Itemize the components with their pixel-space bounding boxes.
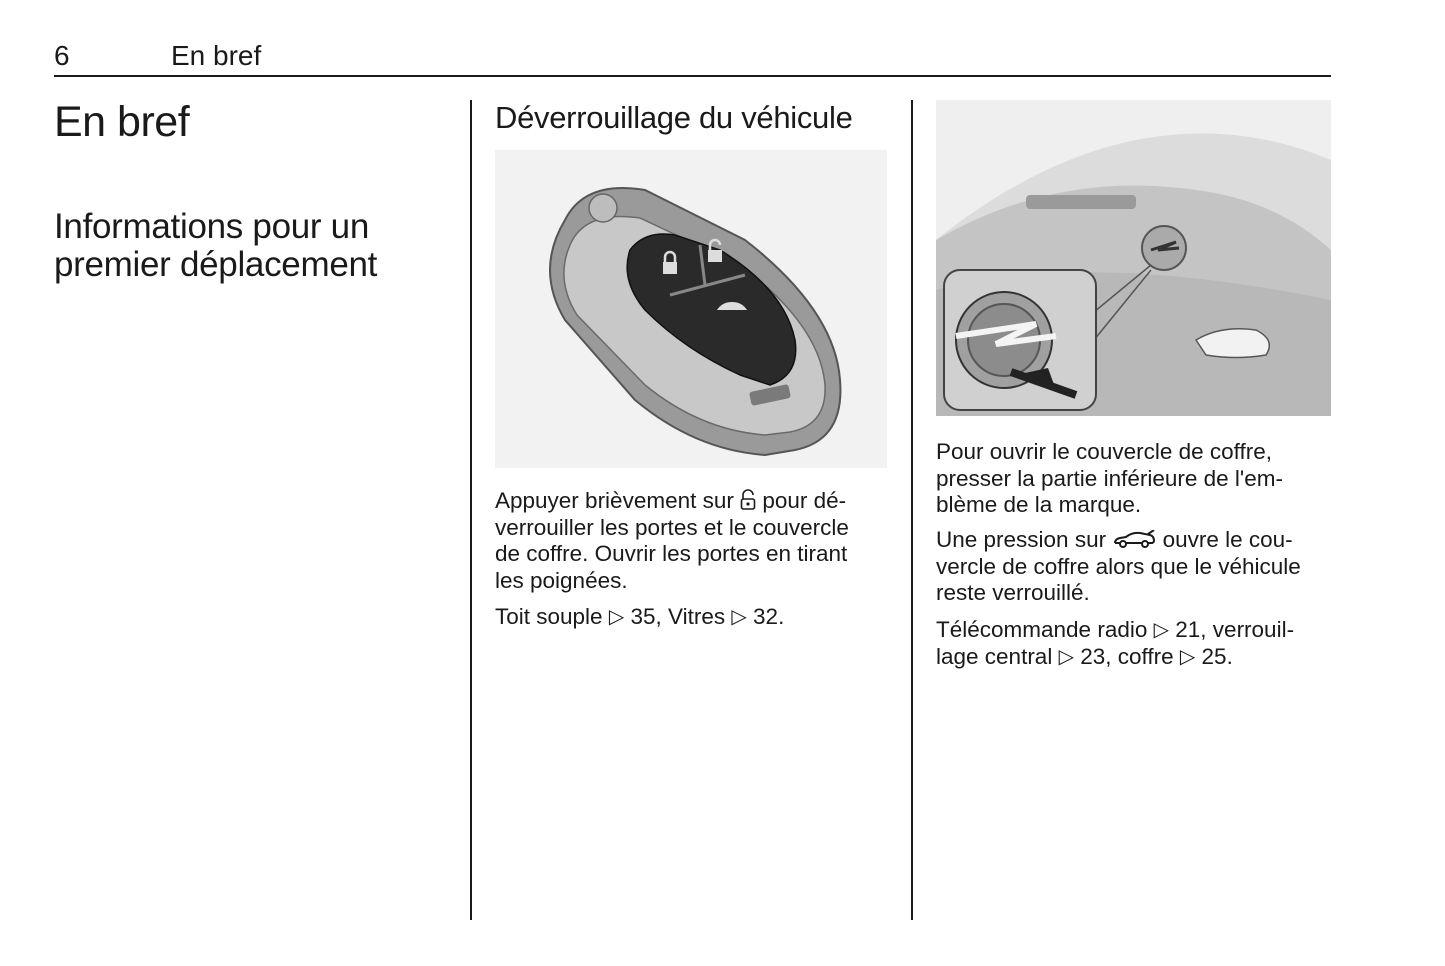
text: vercle de coffre alors que le véhicule xyxy=(936,553,1301,579)
remote-key-icon xyxy=(495,150,887,468)
paragraph xyxy=(495,604,895,631)
text: , verrouil- xyxy=(1200,617,1295,642)
page-reference[interactable]: 23 xyxy=(1080,643,1106,669)
car-trunk-icon xyxy=(1112,530,1156,550)
section-title-line: premier déplacement xyxy=(54,245,378,284)
column-divider-2 xyxy=(911,100,913,920)
text: reste verrouillé. xyxy=(936,580,1090,605)
text: . xyxy=(1226,643,1233,669)
paragraph xyxy=(936,527,1336,607)
text: blème de la marque. xyxy=(936,492,1142,517)
text: ouvre le cou- xyxy=(1156,527,1293,552)
trunk-emblem-icon xyxy=(936,100,1331,416)
paragraph xyxy=(495,488,895,594)
subsection-heading: Déverrouillage du véhicule xyxy=(495,100,853,135)
text: Pour ouvrir le couvercle de coffre, xyxy=(936,439,1272,464)
text: presser la partie inférieure de l'em- xyxy=(936,465,1283,491)
page-ref-arrow-icon: ▷ xyxy=(1179,645,1196,668)
text: Télécommande radio xyxy=(936,617,1154,642)
text: les poignées. xyxy=(495,567,628,593)
chapter-title: En bref xyxy=(54,98,190,146)
page-number: 6 xyxy=(54,40,70,71)
text: Toit souple xyxy=(495,604,609,629)
trunk-emblem-figure xyxy=(936,100,1331,416)
text: de coffre. Ouvrir les portes en tirant xyxy=(495,541,848,566)
section-title xyxy=(54,208,454,284)
text: verrouiller les portes et le couvercle xyxy=(495,514,849,540)
text: , Vitres xyxy=(655,604,732,629)
page-ref-arrow-icon: ▷ xyxy=(731,606,747,628)
page-reference[interactable]: 32 xyxy=(753,604,779,629)
paragraph xyxy=(936,617,1336,670)
page-ref-arrow-icon: ▷ xyxy=(608,606,625,628)
section-title-line: Informations pour un xyxy=(54,207,370,246)
unlock-icon xyxy=(740,489,756,511)
header-rule xyxy=(54,75,1331,77)
remote-key-figure xyxy=(495,150,887,468)
text: Appuyer brièvement sur xyxy=(495,488,741,513)
page-reference[interactable]: 35 xyxy=(630,604,656,629)
page-ref-arrow-icon: ▷ xyxy=(1058,645,1074,668)
column-divider-1 xyxy=(470,100,472,920)
page-reference[interactable]: 25 xyxy=(1201,643,1227,669)
text: pour dé- xyxy=(756,488,847,513)
page-ref-arrow-icon: ▷ xyxy=(1153,619,1169,641)
text: , coffre xyxy=(1105,643,1180,669)
text: Une pression sur xyxy=(936,527,1113,552)
paragraph xyxy=(936,439,1336,519)
text: . xyxy=(778,604,785,629)
page-reference[interactable]: 21 xyxy=(1175,617,1201,642)
running-header: En bref xyxy=(171,40,262,71)
text: lage central xyxy=(936,643,1059,669)
